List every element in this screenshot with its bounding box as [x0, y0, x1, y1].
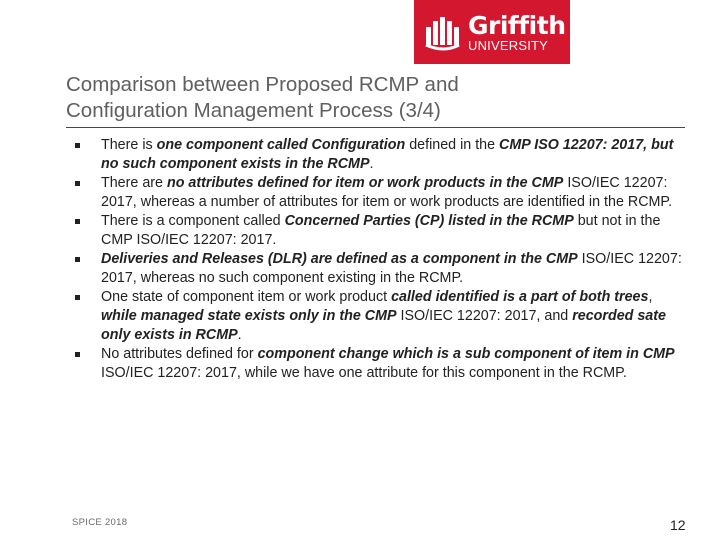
bullet-text-segment: No attributes defined for	[101, 346, 258, 362]
slide-title	[66, 72, 646, 124]
emphasized-text: component change which is a sub component of item in CMP	[257, 346, 675, 362]
bullet-text-segment: There is a component called	[101, 213, 285, 229]
emphasized-text: recorded sate only exists in RCMP	[101, 308, 666, 343]
bullet-text-segment: .	[369, 156, 374, 172]
bullet-square-icon	[68, 288, 101, 345]
bullet-text	[101, 174, 688, 212]
bullet-text-segment: ISO/IEC 12207: 2017, and	[396, 308, 573, 324]
emphasized-text: while managed state exists only in the CMP	[101, 308, 397, 324]
bullet-square-icon	[68, 174, 101, 212]
slide-title-line-2: Configuration Management Process (3/4)	[66, 99, 441, 122]
bullet-text	[101, 136, 688, 174]
footer-label: SPICE 2018	[72, 517, 128, 528]
bullet-item	[68, 345, 688, 383]
bullet-text-segment: but not in the CMP ISO/IEC 12207: 2017.	[101, 213, 661, 248]
bullet-square-icon	[68, 212, 101, 250]
bullet-text-segment: defined in the	[405, 137, 500, 153]
page-number: 12	[670, 517, 686, 533]
bullet-item	[68, 174, 688, 212]
emphasized-text: called identified is a part of both trees	[391, 289, 649, 305]
bullet-item	[68, 136, 688, 174]
emphasized-text: CMP ISO 12207: 2017, but no such component exists in the RCMP	[101, 137, 674, 172]
bullet-square-icon	[68, 136, 101, 174]
bullet-text-segment: ISO/IEC 12207: 2017, whereas no such component existing in the RCMP.	[101, 251, 682, 286]
bullet-text-segment: .	[237, 327, 242, 343]
bullet-text	[101, 288, 688, 345]
title-divider	[66, 127, 685, 128]
bullet-list	[68, 136, 688, 383]
bullet-item	[68, 212, 688, 250]
bullet-text-segment: One state of component item or work product	[101, 289, 392, 305]
bullet-text-segment: There is	[101, 137, 157, 153]
bullet-text	[101, 212, 688, 250]
bullet-item	[68, 288, 688, 345]
emphasized-text: Concerned Parties (CP) listed in the RCMP	[284, 213, 574, 229]
bullet-square-icon	[68, 250, 101, 288]
bullet-square-icon	[68, 345, 101, 383]
bullet-item	[68, 250, 688, 288]
logo-subtitle: UNIVERSITY	[468, 37, 549, 53]
griffith-logo	[414, 0, 570, 64]
bullet-text-segment: ISO/IEC 12207: 2017, whereas a number of attributes for item or work products are identified in the RCMP.	[101, 175, 673, 210]
bullet-text-segment: There are	[101, 175, 167, 191]
emphasized-text: Deliveries and Releases (DLR) are defined as a component in the CMP	[101, 251, 578, 267]
emphasized-text: one component called Configuration	[156, 137, 406, 153]
bullet-text-segment: ISO/IEC 12207: 2017, while we have one attribute for this component in the RCMP.	[101, 365, 627, 381]
slide-title-line-1: Comparison between Proposed RCMP and	[66, 73, 459, 96]
bullet-text-segment: ,	[648, 289, 653, 305]
emphasized-text: no attributes defined for item or work products in the CMP	[166, 175, 564, 191]
griffith-emblem-icon	[424, 13, 464, 51]
bullet-text	[101, 345, 688, 383]
logo-name: Griffith	[468, 10, 566, 40]
bullet-text	[101, 250, 688, 288]
